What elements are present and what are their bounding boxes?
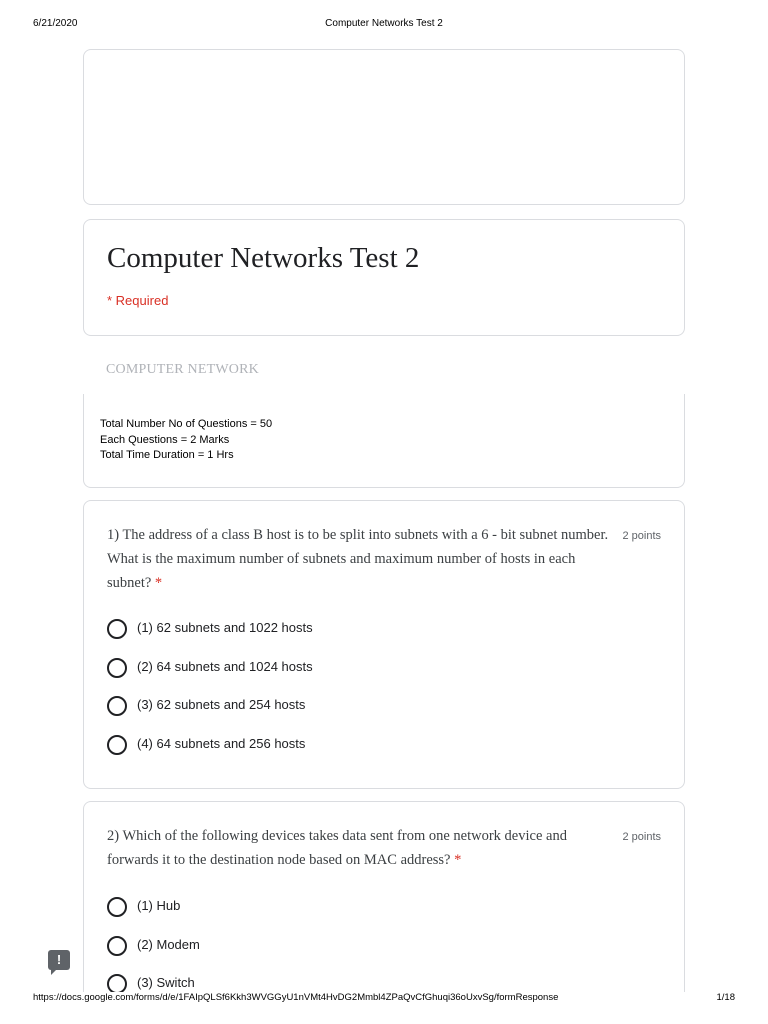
print-url: https://docs.google.com/forms/d/e/1FAIpQLSf6Kkh3WVGGyU1nVMt4HvDG2Mmbl4ZPaQvCfGhuqi36oUxvSg/formResponse bbox=[33, 992, 559, 1003]
radio-button[interactable] bbox=[107, 696, 127, 716]
option-label: (2) 64 subnets and 1024 hosts bbox=[137, 659, 313, 674]
radio-button[interactable] bbox=[107, 658, 127, 678]
option-label: (3) 62 subnets and 254 hosts bbox=[137, 697, 306, 712]
question-points: 2 points bbox=[622, 831, 661, 843]
page-number: 1/18 bbox=[716, 992, 735, 1003]
option-label: (1) Hub bbox=[137, 898, 181, 913]
report-glyph: ! bbox=[56, 952, 62, 967]
option-label: (4) 64 subnets and 256 hosts bbox=[137, 736, 306, 751]
option-label: (1) 62 subnets and 1022 hosts bbox=[137, 620, 313, 635]
info-line: Total Number No of Questions = 50 bbox=[100, 418, 273, 430]
question-card-1 bbox=[83, 500, 685, 789]
required-star: * bbox=[454, 852, 462, 868]
report-icon[interactable] bbox=[48, 950, 70, 970]
required-star: * bbox=[154, 575, 163, 591]
question-text bbox=[107, 523, 612, 595]
info-line: Each Questions = 2 Marks bbox=[100, 433, 230, 446]
header-banner bbox=[83, 49, 685, 205]
question-text bbox=[107, 824, 612, 872]
radio-button[interactable] bbox=[107, 735, 127, 755]
form-title-card bbox=[83, 219, 685, 336]
section-info-card bbox=[83, 394, 685, 488]
print-title: Computer Networks Test 2 bbox=[325, 18, 443, 29]
radio-button[interactable] bbox=[107, 936, 127, 956]
question-label: 1) The address of a class B host is to be split into subnets with a 6 - bit subnet number. What is the maximum number of subnets and maximum number of hosts in each subnet? bbox=[107, 527, 609, 591]
question-points: 2 points bbox=[622, 530, 661, 542]
form-title: Computer Networks Test 2 bbox=[107, 242, 420, 274]
print-date: 6/21/2020 bbox=[33, 18, 78, 29]
option-label: (2) Modem bbox=[137, 937, 200, 952]
option-label: (3) Switch bbox=[137, 975, 195, 990]
radio-button[interactable] bbox=[107, 619, 127, 639]
radio-button[interactable] bbox=[107, 897, 127, 917]
radio-button[interactable] bbox=[107, 974, 127, 994]
question-card-2 bbox=[83, 801, 685, 1001]
section-heading: COMPUTER NETWORK bbox=[106, 362, 259, 377]
info-line: Total Time Duration = 1 Hrs bbox=[100, 449, 234, 461]
required-note: * Required bbox=[107, 293, 169, 308]
section-info bbox=[100, 417, 272, 464]
print-footer bbox=[0, 992, 768, 1006]
question-label: 2) Which of the following devices takes data sent from one network device and forwards it to the destination node based on MAC address? bbox=[107, 828, 567, 868]
print-header bbox=[0, 18, 768, 32]
